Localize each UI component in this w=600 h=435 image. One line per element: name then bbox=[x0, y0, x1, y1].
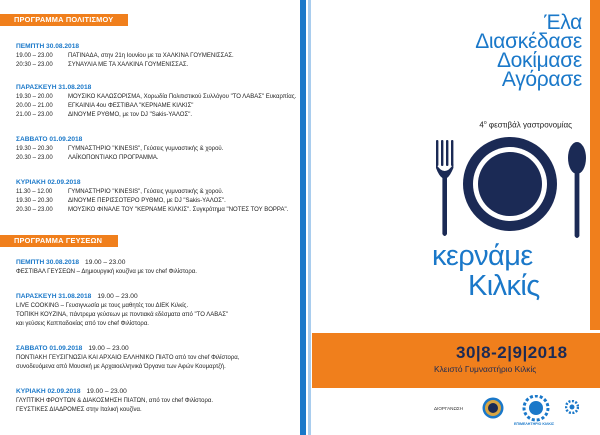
tastes-line: ΤΟΠΙΚΗ ΚΟΥΖΙΝΑ, πάντρεμα γεύσεων με ποντιακά εδέσματα από "ΤΟ ΛΑΒΑΣ" bbox=[16, 312, 229, 318]
culture-event: 20.00 – 21.00 ΕΓΚΑΙΝΙΑ 4ου ΦΕΣΤΙΒΑΛ "ΚΕΡΝΑΜΕ ΚΙΛΚΙΣ" bbox=[16, 103, 194, 109]
organizer-label: ΔΙΟΡΓΑΝΩΣΗ bbox=[434, 406, 464, 411]
culture-day-saturday: ΣΑΒΒΑΤΟ 01.09.2018 bbox=[16, 136, 83, 143]
culture-event: 19.00 – 23.00 ΠΑΤΙΝΑΔΑ, στην 21η Ιουνίου με τα ΧΑΛΚΙΝΑ ΓΟΥΜΕΝΙΣΣΑΣ. bbox=[16, 53, 234, 59]
slogan-line: Δοκίμασε bbox=[496, 49, 582, 72]
tastes-line: ΓΕΥΣΤΙΚΕΣ ΔΙΑΔΡΟΜΕΣ στην Ιταλική κουζίνα. bbox=[16, 407, 142, 413]
tastes-line: ΠΟΝΤΙΑΚΗ ΓΕΥΣΙΓΝΩΣΙΑ ΚΑΙ ΑΡΧΑΙΟ ΕΛΛΗΝΙΚΟ ΠΙΑΤΟ από τον chef Φιλίστορα, bbox=[16, 355, 240, 361]
culture-event: 19.30 – 20.30 ΓΥΜΝΑΣΤΗΡΙΟ "KINESIS", Γεύσεις γυμναστικής & χορού. bbox=[16, 146, 224, 152]
culture-day-friday: ΠΑΡΑΣΚΕΥΗ 31.08.2018 bbox=[16, 84, 92, 91]
tastes-line: LIVE COOKING – Γευσιγνωσία με τους μαθητές του ΔΙΕΚ Κιλκίς. bbox=[16, 303, 189, 309]
tastes-day-saturday: ΣΑΒΒΑΤΟ 01.09.2018 19.00 – 23.00 bbox=[16, 345, 129, 352]
slogan-line: Διασκέδασε bbox=[475, 30, 582, 53]
spoon-icon bbox=[568, 142, 586, 238]
festival-date: 30|8-2|9|2018 bbox=[456, 343, 568, 362]
culture-program-header: ΠΡΟΓΡΑΜΜΑ ΠΟΛΙΤΙΣΜΟΥ bbox=[0, 14, 128, 26]
culture-event: 19.30 – 20.00 ΜΟΥΣΙΚΟ ΚΑΛΩΣΟΡΙΣΜΑ, Χορωδία Πολιτιστικού Συλλόγου "ΤΟ ΛΑΒΑΣ" Ευκαρπίας. bbox=[16, 94, 297, 100]
tastes-program-header: ΠΡΟΓΡΑΜΜΑ ΓΕΥΣΕΩΝ bbox=[0, 235, 118, 247]
plate-cutlery-icon bbox=[432, 134, 592, 242]
culture-event: 20.30 – 23.00 ΛΑΪΚΟΠΟΝΤΙΑΚΟ ΠΡΟΓΡΑΜΜΑ. bbox=[16, 155, 159, 161]
culture-event: 20:30 – 23.00 ΣΥΝΑΥΛΙΑ ΜΕ ΤΑ ΧΑΛΚΙΝΑ ΓΟΥΜΕΝΙΣΣΑΣ. bbox=[16, 62, 189, 68]
chamber-logo bbox=[521, 395, 551, 423]
tastes-day-friday: ΠΑΡΑΣΚΕΥΗ 31.08.2018 19.00 – 23.00 bbox=[16, 293, 138, 300]
festival-subtitle: $4^o$ φεστιβάλ γαστρονομίας bbox=[479, 120, 572, 130]
tastes-line: συνοδευόμενα από Μουσική με Αρχαιοελληνικά Όργανα των Αφών Κουμαρτζή. bbox=[16, 364, 226, 370]
culture-event: 21.00 – 23.00 ΔΙΝΟΥΜΕ ΡΥΘΜΟ, με τον DJ "Sakis-ΥΑΛΟΣ". bbox=[16, 112, 192, 118]
brand-line2: Κιλκίς bbox=[468, 270, 540, 302]
slogan-line: Αγόρασε bbox=[501, 68, 582, 91]
fork-icon bbox=[436, 140, 453, 236]
culture-day-thursday: ΠΕΜΠΤΗ 30.08.2018 bbox=[16, 43, 80, 50]
brand-line1: κερνάμε bbox=[432, 240, 533, 272]
culture-event: 19.30 – 20.30 ΔΙΝΟΥΜΕ ΠΕΡΙΣΣΟΤΕΡΟ ΡΥΘΜΟ, με DJ "Sakis-ΥΑΛΟΣ". bbox=[16, 198, 226, 204]
slogan bbox=[475, 13, 582, 89]
plate-icon bbox=[463, 137, 557, 231]
culture-event: 11.30 – 12.00 ΓΥΜΝΑΣΤΗΡΙΟ "KINESIS", Γεύσεις γυμναστικής & χορού. bbox=[16, 189, 224, 195]
festival-venue: Κλειστό Γυμναστήριο Κιλκίς bbox=[434, 364, 537, 374]
light-blue-stripe bbox=[308, 0, 311, 435]
tastes-day-thursday: ΠΕΜΠΤΗ 30.08.2018 19.00 – 23.00 bbox=[16, 259, 126, 266]
tastes-line: ΦΕΣΤΙΒΑΛ ΓΕΥΣΕΩΝ – Δημιουργική κουζίνα με τον chef Φιλίστορα. bbox=[16, 269, 197, 275]
chamber-label: ΕΠΙΜΕΛΗΤΗΡΙΟ ΚΙΛΚΙΣ bbox=[514, 422, 555, 426]
tastes-day-sunday: ΚΥΡΙΑΚΗ 02.09.2018 19.00 – 23.00 bbox=[16, 388, 127, 395]
slogan-line: Έλα bbox=[544, 11, 582, 34]
culture-day-sunday: ΚΥΡΙΑΚΗ 02.09.2018 bbox=[16, 179, 81, 186]
culture-event: 20.30 – 23.00 ΜΟΥΣΙΚΟ ΦΙΝΑΛΕ ΤΟΥ "ΚΕΡΝΑΜΕ ΚΙΛΚΙΣ". Συγκρότημα "ΝΟΤΕΣ ΤΟΥ ΒΟΡΡΑ". bbox=[16, 207, 289, 213]
municipality-logo bbox=[482, 397, 504, 419]
blue-stripe bbox=[300, 0, 306, 435]
partner-logo bbox=[565, 400, 579, 414]
tastes-line: και γεύσεις Καππαδοκίας από τον chef Φιλίστορα. bbox=[16, 321, 149, 327]
tastes-line: ΓΛΥΠΤΙΚΗ ΦΡΟΥΤΩΝ & ΔΙΑΚΟΣΜΗΣΗ ΠΙΑΤΩΝ, από τον chef Φιλίστορα. bbox=[16, 398, 214, 404]
